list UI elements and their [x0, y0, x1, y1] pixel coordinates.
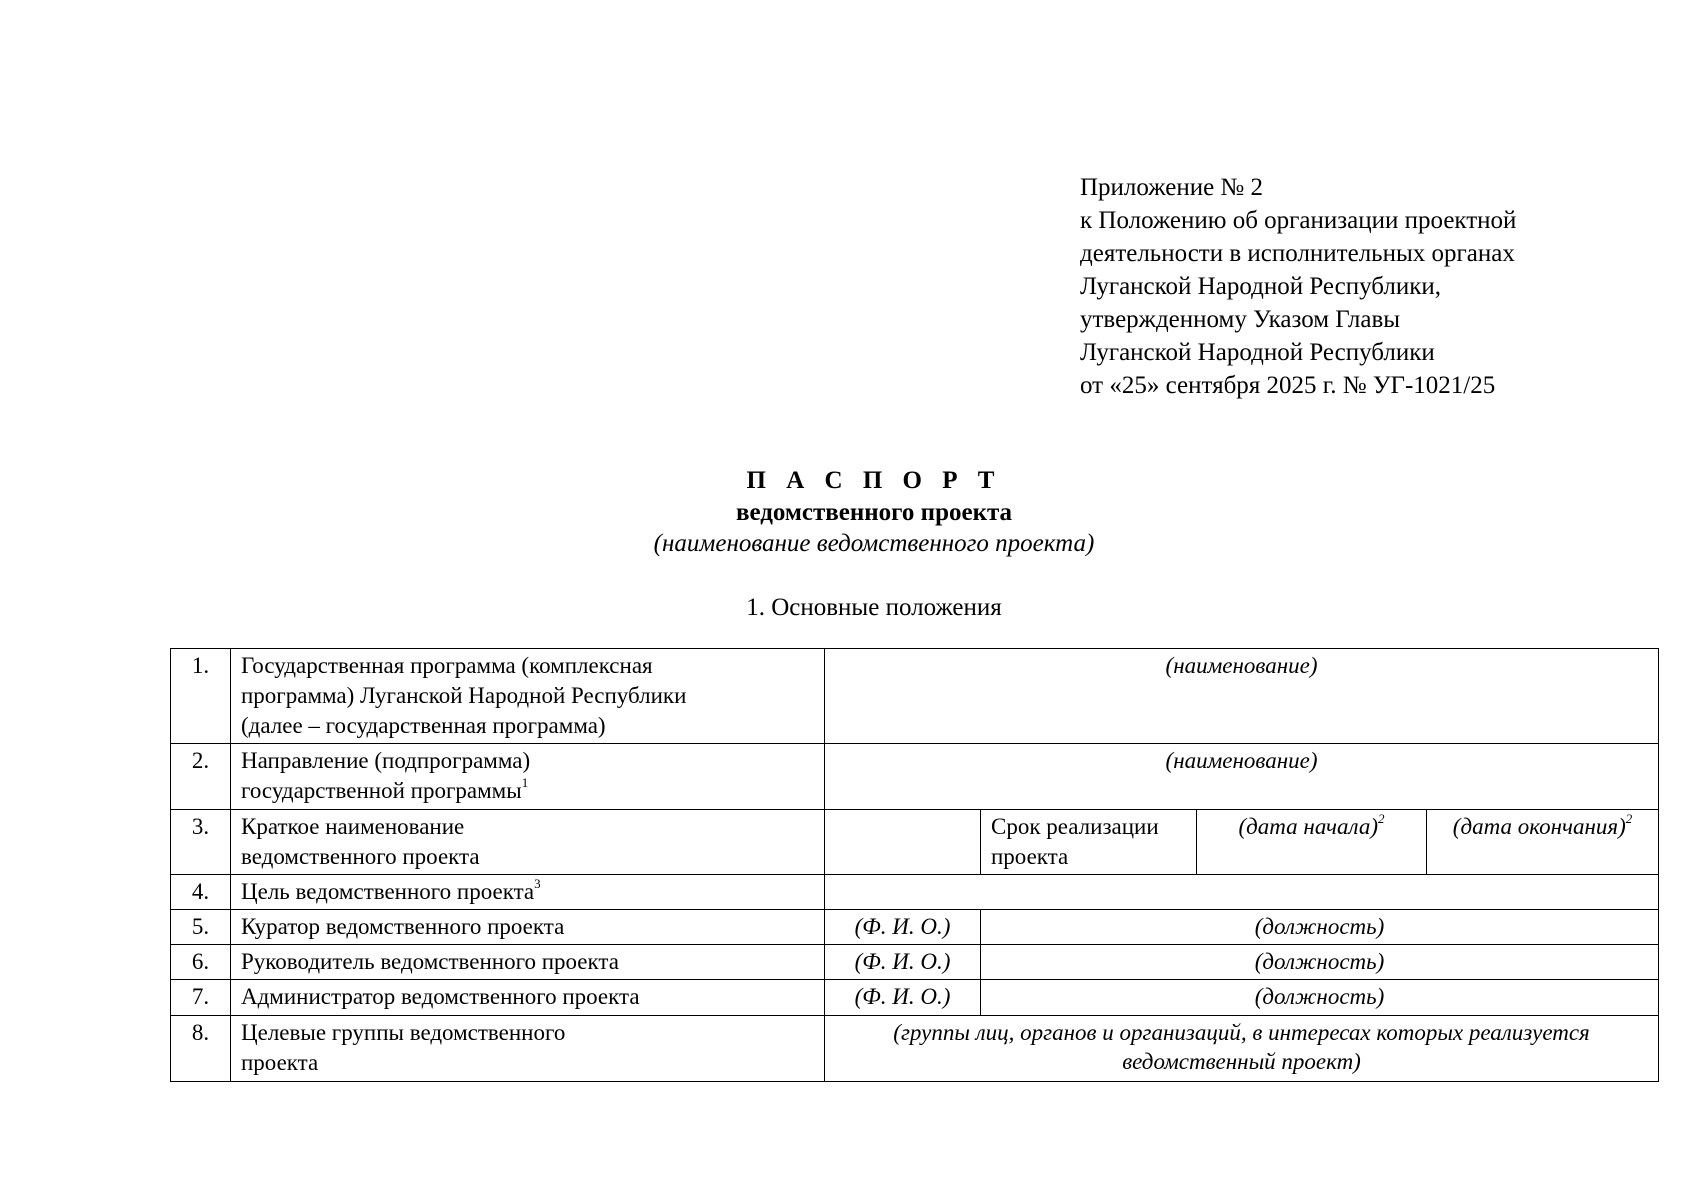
appendix-line: утвержденному Указом Главы [1080, 306, 1401, 333]
table-row [171, 744, 1659, 810]
footnote-mark: 3 [534, 876, 541, 892]
fio-cell: (Ф. И. О.) [825, 980, 981, 1016]
position-cell: (должность) [981, 945, 1659, 980]
table-row [171, 945, 1659, 980]
row-value: (группы лиц, органов и организаций, в интересах которых реализуется ведомственный проект) [825, 1016, 1659, 1082]
footnote-mark: 2 [1377, 811, 1385, 827]
row-number: 1. [171, 649, 231, 744]
main-provisions-table [170, 648, 1659, 1082]
footnote-mark: 1 [521, 775, 529, 791]
table-row [171, 649, 1659, 744]
table-row [171, 980, 1659, 1016]
row-label: Руководитель ведомственного проекта [231, 945, 825, 980]
row-number: 5. [171, 910, 231, 945]
footnote-mark: 2 [1625, 811, 1633, 827]
row-number: 2. [171, 744, 231, 810]
document-title: П А С П О Р Т [746, 467, 1002, 494]
table-row [171, 910, 1659, 945]
appendix-line: Луганской Народной Республики [1080, 339, 1435, 366]
row-label: Государственная программа (комплексная программа) Луганской Народной Республики (далее – государственная программа) [231, 649, 825, 744]
row-number: 6. [171, 945, 231, 980]
table-row [171, 810, 1659, 875]
row-value: (наименование) [825, 649, 1659, 744]
row-label: Краткое наименование ведомственного проекта [231, 810, 825, 875]
fio-cell: (Ф. И. О.) [825, 945, 981, 980]
appendix-line: деятельности в исполнительных органах [1080, 240, 1515, 267]
fio-cell: (Ф. И. О.) [825, 910, 981, 945]
position-cell: (должность) [981, 910, 1659, 945]
end-date: (дата окончания)$^2$ [1427, 810, 1659, 875]
row-number: 4. [171, 875, 231, 910]
row-value [825, 875, 1659, 910]
appendix-line: Луганской Народной Республики, [1080, 273, 1441, 300]
row-label: Целевые группы ведомственного проекта [231, 1016, 825, 1082]
document-subtitle: ведомственного проекта [735, 499, 1013, 526]
table-row [171, 875, 1659, 910]
row-number: 8. [171, 1016, 231, 1082]
short-name-value [825, 810, 981, 875]
start-date: (дата начала)$^2$ [1197, 810, 1427, 875]
row-value: (наименование) [825, 744, 1659, 810]
row-label: Администратор ведомственного проекта [231, 980, 825, 1016]
row-label: Куратор ведомственного проекта [231, 910, 825, 945]
appendix-line: к Положению об организации проектной [1080, 207, 1517, 234]
section-title: 1. Основные положения [746, 594, 1002, 621]
appendix-block [1080, 171, 1516, 402]
term-label: Срок реализации проекта [981, 810, 1197, 875]
row-label: Цель ведомственного проекта$^3$ [231, 875, 825, 910]
project-name-placeholder: (наименование ведомственного проекта) [653, 530, 1095, 557]
appendix-line: от «25» сентября 2025 г. № УГ-1021/25 [1080, 372, 1496, 399]
row-number: 7. [171, 980, 231, 1016]
table-row [171, 1016, 1659, 1082]
row-number: 3. [171, 810, 231, 875]
row-label: Направление (подпрограмма) государственной программы$^1$ [231, 744, 825, 810]
appendix-line: Приложение № 2 [1080, 174, 1264, 201]
position-cell: (должность) [981, 980, 1659, 1016]
